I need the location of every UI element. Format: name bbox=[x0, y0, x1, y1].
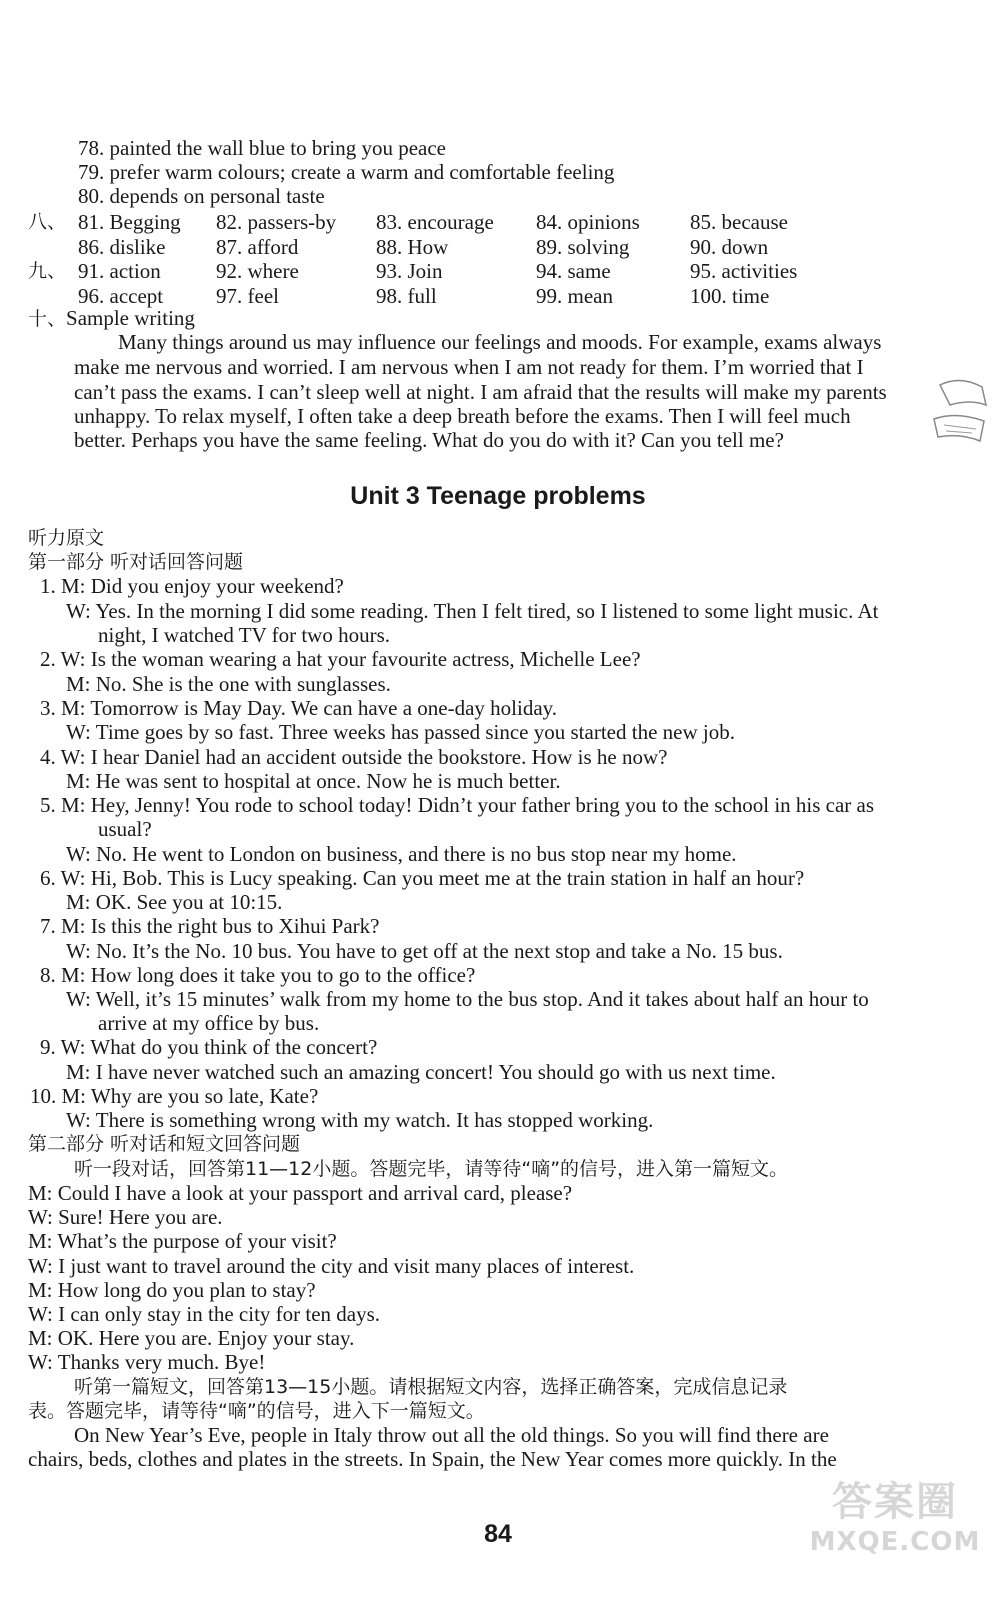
dialogue-line: 3. M: Tomorrow is May Day. We can have a one-day holiday. bbox=[40, 696, 558, 720]
dialogue-line: W: Well, it’s 15 minutes’ walk from my home to the bus stop. And it takes about half an hour to bbox=[66, 987, 869, 1011]
conversation-line: M: How long do you plan to stay? bbox=[28, 1278, 316, 1302]
answer-item: 100. time bbox=[690, 283, 770, 308]
answer-78: 78. painted the wall blue to bring you peace bbox=[78, 136, 446, 160]
dialogue-line: M: No. She is the one with sunglasses. bbox=[66, 672, 391, 696]
page-number: 84 bbox=[484, 1520, 512, 1548]
answer-item: 99. mean bbox=[536, 283, 613, 308]
writing-line: better. Perhaps you have the same feeling. What do you do with it? Can you tell me? bbox=[74, 428, 784, 452]
answer-item: 93. Join bbox=[376, 259, 443, 283]
dialogue-line: 6. W: Hi, Bob. This is Lucy speaking. Can you meet me at the train station in half an hour? bbox=[40, 866, 805, 890]
answer-item: 97. feel bbox=[216, 283, 279, 308]
part1-heading: 第一部分 听对话回答问题 bbox=[28, 551, 244, 573]
dialogue-line: W: Yes. In the morning I did some reading. Then I felt tired, so I listened to some light music. At bbox=[66, 599, 879, 623]
answer-item: 92. where bbox=[216, 259, 299, 283]
dialogue-line: W: No. He went to London on business, and there is no bus stop near my home. bbox=[66, 842, 737, 866]
conversation-line: M: OK. Here you are. Enjoy your stay. bbox=[28, 1326, 355, 1350]
dialogue-line: 8. M: How long does it take you to go to the office? bbox=[40, 963, 476, 987]
answer-item: 94. same bbox=[536, 259, 611, 283]
dialogue-line: W: No. It’s the No. 10 bus. You have to get off at the next stop and take a No. 15 bus. bbox=[66, 939, 783, 963]
answer-item: 84. opinions bbox=[536, 210, 640, 234]
answer-item: 88. How bbox=[376, 234, 449, 259]
answer-80: 80. depends on personal taste bbox=[78, 184, 325, 208]
section10-marker: 十、 bbox=[28, 308, 67, 330]
dialogue-line: 4. W: I hear Daniel had an accident outside the bookstore. How is he now? bbox=[40, 745, 668, 769]
dialogue-line: 5. M: Hey, Jenny! You rode to school today! Didn’t your father bring you to the school in his car as bbox=[40, 793, 875, 817]
answer-item: 95. activities bbox=[690, 259, 798, 283]
dialogue-line: M: I have never watched such an amazing concert! You should go with us next time. bbox=[66, 1060, 776, 1084]
dialogue-line: 2. W: Is the woman wearing a hat your favourite actress, Michelle Lee? bbox=[40, 647, 641, 671]
dialogue-line: W: Time goes by so fast. Three weeks has passed since you started the new job. bbox=[66, 720, 735, 744]
listening-heading: 听力原文 bbox=[28, 527, 105, 549]
conversation-line: W: Thanks very much. Bye! bbox=[28, 1350, 266, 1374]
dialogue-line: usual? bbox=[98, 817, 152, 841]
passage-line: chairs, beds, clothes and plates in the streets. In Spain, the New Year comes more quickly. In the bbox=[28, 1447, 837, 1471]
answer-item: 91. action bbox=[78, 259, 161, 283]
writing-line: Many things around us may influence our feelings and moods. For example, exams always bbox=[118, 330, 882, 354]
conversation-line: W: I can only stay in the city for ten days. bbox=[28, 1302, 381, 1326]
answer-item: 89. solving bbox=[536, 234, 630, 259]
watermark-line1: 答案圈 bbox=[832, 1479, 958, 1525]
answer-item: 82. passers-by bbox=[216, 210, 337, 234]
dialogue-line: M: OK. See you at 10:15. bbox=[66, 890, 283, 914]
answer-item: 87. afford bbox=[216, 234, 299, 259]
writing-line: can’t pass the exams. I can’t sleep well at night. I am afraid that the results will make my parents bbox=[74, 380, 887, 404]
answer-79: 79. prefer warm colours; create a warm and comfortable feeling bbox=[78, 160, 615, 184]
watermark-logo bbox=[800, 1478, 990, 1598]
section10-title: Sample writing bbox=[66, 306, 195, 330]
conversation-line: M: What’s the purpose of your visit? bbox=[28, 1229, 337, 1253]
writing-line: make me nervous and worried. I am nervous when I am not ready for them. I’m worried that I bbox=[74, 355, 864, 379]
part2-heading: 第二部分 听对话和短文回答问题 bbox=[28, 1133, 301, 1155]
answer-item: 98. full bbox=[376, 283, 437, 308]
conversation-line: W: I just want to travel around the city and visit many places of interest. bbox=[28, 1254, 635, 1278]
answer-item: 85. because bbox=[690, 210, 788, 234]
section10-heading bbox=[28, 306, 195, 331]
writing-line: unhappy. To relax myself, I often take a deep breath before the exams. Then I will feel much bbox=[74, 404, 851, 428]
dialogue-line: 1. M: Did you enjoy your weekend? bbox=[40, 574, 344, 598]
dialogue-line: 7. M: Is this the right bus to Xihui Park? bbox=[40, 914, 380, 938]
dialogue-line: W: There is something wrong with my watch. It has stopped working. bbox=[66, 1108, 654, 1132]
answer-item: 86. dislike bbox=[78, 234, 166, 259]
instruction-2-cont: 表。答题完毕，请等待“嘀”的信号，进入下一篇短文。 bbox=[28, 1400, 485, 1422]
dialogue-line: night, I watched TV for two hours. bbox=[98, 623, 391, 647]
unit-title: Unit 3 Teenage problems bbox=[350, 482, 646, 510]
passage-line: On New Year’s Eve, people in Italy throw out all the old things. So you will find there are bbox=[74, 1423, 829, 1447]
answer-item: 83. encourage bbox=[376, 210, 494, 234]
instruction-1: 听一段对话，回答第11—12小题。答题完毕，请等待“嘀”的信号，进入第一篇短文。 bbox=[74, 1158, 789, 1180]
section8-marker: 八、 bbox=[28, 211, 67, 233]
stamp-icon bbox=[920, 375, 990, 455]
dialogue-line: 10. M: Why are you so late, Kate? bbox=[30, 1084, 319, 1108]
answer-item: 90. down bbox=[690, 234, 769, 259]
watermark-line2: MXQE.COM bbox=[809, 1527, 981, 1557]
section9-marker: 九、 bbox=[28, 260, 67, 282]
dialogue-line: arrive at my office by bus. bbox=[98, 1011, 320, 1035]
conversation-line: M: Could I have a look at your passport and arrival card, please? bbox=[28, 1181, 573, 1205]
dialogue-line: M: He was sent to hospital at once. Now he is much better. bbox=[66, 769, 561, 793]
answer-item: 81. Begging bbox=[78, 210, 181, 234]
instruction-2: 听第一篇短文，回答第13—15小题。请根据短文内容，选择正确答案，完成信息记录 bbox=[74, 1376, 788, 1398]
conversation-line: W: Sure! Here you are. bbox=[28, 1205, 223, 1229]
answer-item: 96. accept bbox=[78, 283, 164, 308]
dialogue-line: 9. W: What do you think of the concert? bbox=[40, 1035, 378, 1059]
